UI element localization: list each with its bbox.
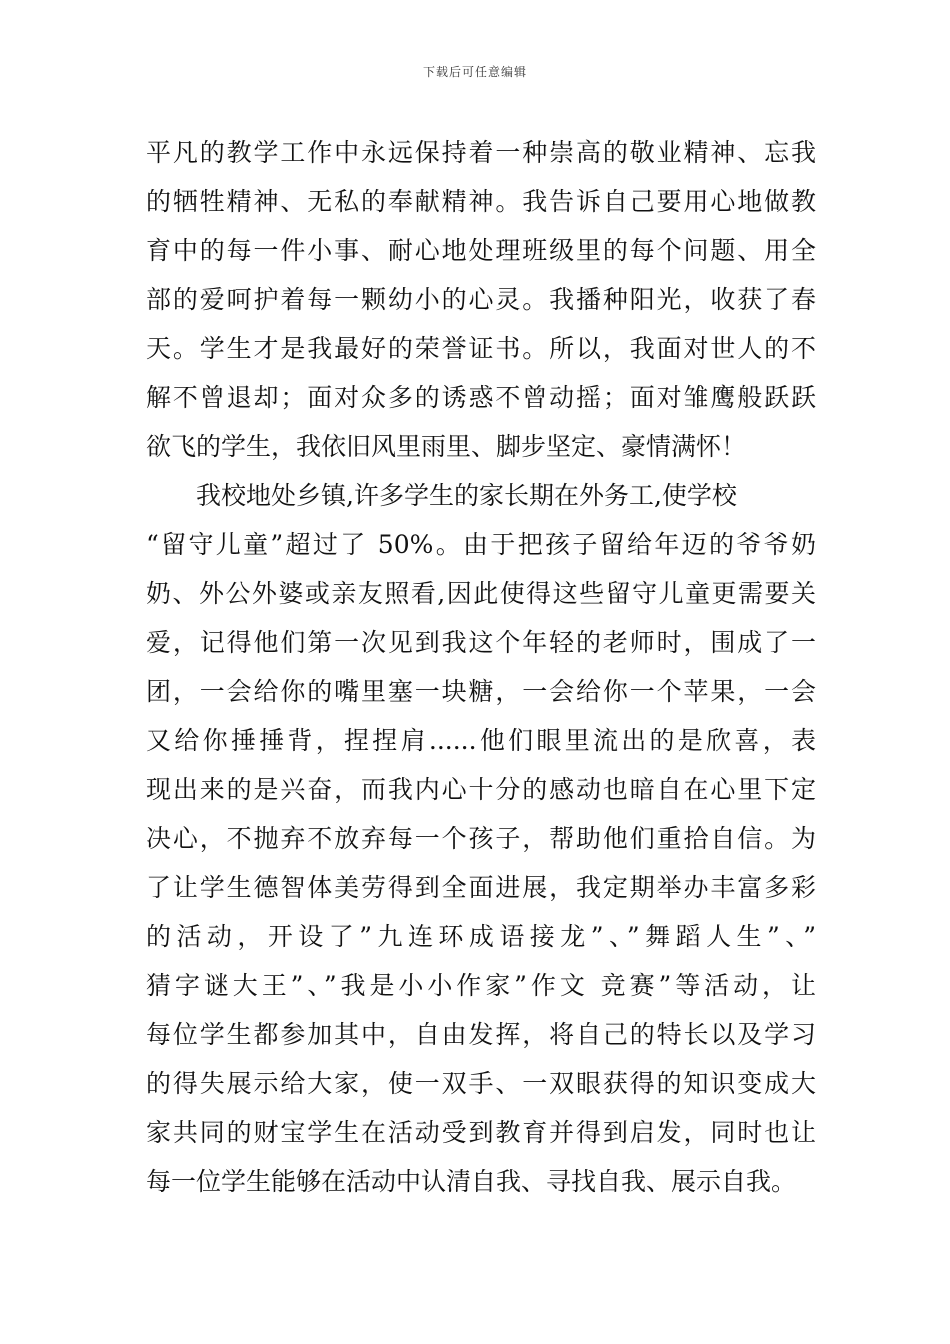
text-line: 了让学生德智体美劳得到全面进展，我定期举办丰富多彩	[146, 873, 816, 902]
text-line: 的得失展示给大家，使一双手、一双眼获得的知识变成大	[146, 1069, 816, 1098]
document-body	[146, 128, 816, 1206]
paragraph-1	[146, 128, 816, 471]
text-line: 平凡的教学工作中永远保持着一种崇高的敬业精神、忘我	[146, 138, 816, 167]
text-line: 奶、外公外婆或亲友照看,因此使得这些留守儿童更需要关	[146, 579, 816, 608]
text-line: 家共同的财宝学生在活动受到教育并得到启发，同时也让	[146, 1118, 816, 1147]
text-line: 育中的每一件小事、耐心地处理班级里的每个问题、用全	[146, 236, 816, 265]
text-line: 团，一会给你的嘴里塞一块糖，一会给你一个苹果，一会	[146, 677, 816, 706]
text-line: 欲飞的学生，我依旧风里雨里、脚步坚定、豪情满怀！	[146, 432, 747, 461]
text-line: 又给你捶捶背，捏捏肩......他们眼里流出的是欣喜，表	[146, 726, 816, 755]
text-line: 天。学生才是我最好的荣誉证书。所以，我面对世人的不	[146, 334, 816, 363]
text-line: 的牺牲精神、无私的奉献精神。我告诉自己要用心地做教	[146, 187, 816, 216]
page-header-note: 下载后可任意编辑	[422, 65, 527, 79]
text-line: 的活动，开设了”九连环成语接龙”、”舞蹈人生”、”	[146, 922, 816, 951]
text-line: 现出来的是兴奋，而我内心十分的感动也暗自在心里下定	[146, 775, 816, 804]
text-line: 解不曾退却；面对众多的诱惑不曾动摇；面对雏鹰般跃跃	[146, 383, 816, 412]
paragraph-2	[146, 471, 816, 1206]
text-line: 决心，不抛弃不放弃每一个孩子，帮助他们重拾自信。为	[146, 824, 816, 853]
text-line: 部的爱呵护着每一颗幼小的心灵。我播种阳光，收获了春	[146, 285, 816, 314]
text-line: 爱，记得他们第一次见到我这个年轻的老师时，围成了一	[146, 628, 816, 657]
text-line: 我校地处乡镇,许多学生的家长期在外务工,使学校	[146, 481, 737, 510]
text-line: 每一位学生能够在活动中认清自我、寻找自我、展示自我。	[146, 1167, 797, 1196]
text-line: 每位学生都参加其中，自由发挥，将自己的特长以及学习	[146, 1020, 816, 1049]
text-line: “留守儿童”超过了 50%。由于把孩子留给年迈的爷爷奶	[146, 530, 816, 559]
text-line: 猜字谜大王”、”我是小小作家”作文 竞赛”等活动，让	[146, 971, 816, 1000]
